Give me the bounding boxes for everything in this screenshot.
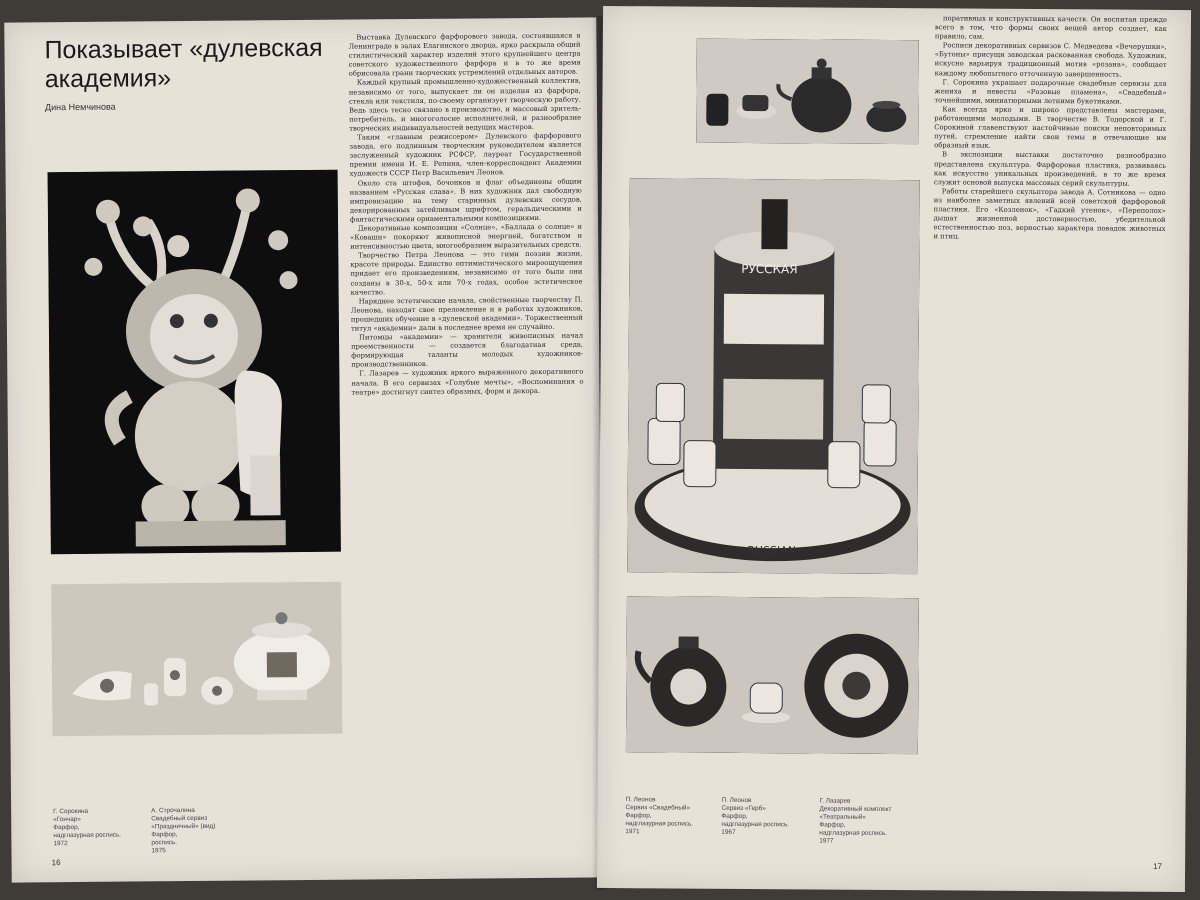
- article-title: Показывает «дулевская академия»: [44, 33, 323, 94]
- svg-text:РУССКАЯ: РУССКАЯ: [741, 261, 798, 277]
- tea-service-illustration: [51, 582, 342, 737]
- right-page: [597, 6, 1191, 892]
- svg-text:RUSSIAN: RUSSIAN: [747, 543, 797, 558]
- lazarev-teapot-photo: [626, 596, 919, 754]
- paragraph: Таким «главным режиссером» Дулевского фарфорового завода, его подлинным творческим руководителем является заслуженный художник РСФСР, лауреат Государственной премии имени И. Е. Репина, член-корреспондент Академии художеств СССР Петр Васильевич Леонов.: [349, 131, 582, 178]
- paragraph: Выставка Дулевского фарфорового завода, состоявшаяся в Ленинграде в залах Елагинского дворца, ярко раскрыла общий стилистический характер изделий этого крупнейшего центра советского художественного фарфора и в то же время обрисовала грани творческих устремлений отдельных авторов.: [348, 31, 581, 78]
- paragraph: Декоративные композиции «Солнце», «Баллада о солнце» и «Коваши» покоряют живописной энергией, богатством и интенсивностью цвета, многообразием выразительных средств.: [350, 222, 583, 251]
- paragraph: Каждый крупный промышленно-художественный коллектив, независимо от того, выпускает ли он изделия из фарфора, стекла или текстиля, по-своему организует творческую работу. Ведь здесь тесно связано в производство, и массовый зритель-потребитель, и многоголосие исполнителей, и разнообразие творческих индивидуальностей ведущих мастеров.: [348, 77, 582, 133]
- flask-set-illustration: [627, 178, 920, 574]
- caption-lazarev: Г. Лазарев Декоративный комплект «Театральный» Фарфор, надглазурная роспись. 1977: [819, 797, 892, 845]
- caption-leonov-2: П. Леонов Сервиз «Герб» Фарфор, надглазурная роспись. 1967: [721, 796, 790, 836]
- page-number-left: 16: [51, 858, 61, 868]
- paragraph: Около ста штофов, бочонков и флаг объединены общим названием «Русская слава». В них художник дал свободную импровизацию на тему старинных дулевских сосудов, декорированных затейливым шрифтом, геральдическими и фантастическими орнаментальными композициями.: [349, 177, 582, 224]
- left-text-column: [348, 32, 587, 854]
- small-service-illustration: [696, 39, 919, 145]
- left-page: [4, 17, 603, 882]
- tea-service-photo: [51, 582, 342, 737]
- caption-leonov-1: П. Леонов Сервиз «Свадебный» Фарфор, надглазурная роспись. 1971: [625, 796, 694, 836]
- paragraph: Работы старейшего скульптора завода А. Сотникова — одно из наиболее заметных явлений всей советской фарфоровой пластики. Его «Козленок», «Гадкий утенок», «Переполох» дышат жизненной достоверностью, убедительной естественностью поз, верностью характера повадок животных и птиц.: [933, 187, 1166, 241]
- paragraph: Г. Лазарев — художник яркого выраженного декоративного начала. В его сервизах «Голубые мечты», «Воспоминания о театре» достигнут синтез образных, форм и декора.: [351, 368, 584, 397]
- paragraph: Питомцы «академии» — хранители живописных начал преемственности — создается благодатная среда, формирующая таланты молодых художников-производственников.: [351, 331, 584, 369]
- caption-sorokina: Г. Сорокина «Гончар» Фарфор, надглазурная роспись. 1972: [53, 807, 122, 848]
- leonov-small-service-photo: [696, 39, 919, 145]
- page-number-right: 17: [1153, 861, 1163, 871]
- caption-strochalina: А. Строчалина Свадебный сервиз «Праздничный» (вид) Фарфор, роспись. 1975: [151, 806, 216, 855]
- paragraph: Росписи декоративных сервизов С. Медведева «Вечерушки», «Бутоны» присущи заводская раскованная свобода. Художник, искусно варьируя традиционный мотив «розана», сообщает каждому любопытного отточенную завершенность.: [934, 41, 1167, 79]
- paragraph: Творчество Петра Леонова — это гимн поэзии жизни, красоте природы. Единство оптимистического мироощущения придает его произведениям, независимо от того были они созданы в 30-х, 50-х или 70-х годах, особое эстетическое качество.: [350, 249, 583, 297]
- paragraph: Наряднее эстетические начала, свойственные творчеству П. Леонова, находят свое преломление и в работах художников, прошедших обучение в «дулевской академии». Торжественный титул «академии» дали в последнее время не случайно.: [350, 295, 583, 333]
- paragraph: Г. Сорокина украшает подарочные свадебные сервизы для жениха и невесты «Розовые пламена», «Свадебный» точнейшими, миниатюрными летними букетиками.: [934, 77, 1167, 106]
- paragraph: Как всегда ярко и широко представлены мастерами, работающими молодыми. В творчестве В. Тодорской и Г. Сорокиной главенствуют настойчивые поиски неповторимых путей, стремление найти свои темы и отвечающие им образный язык.: [934, 105, 1167, 150]
- teapot-illustration: [626, 596, 919, 754]
- sculpture-illustration: [48, 170, 341, 555]
- article-author: Дина Немчинова: [44, 101, 116, 113]
- russian-flask-set-photo: [627, 178, 920, 574]
- figure-sculpture-photo: [48, 170, 341, 555]
- paragraph: поративных и конструктивных качеств. Он воспитан прежде всего в том, что формы своих вещей автор создает, как правило, сам.: [934, 14, 1168, 41]
- paragraph: В экспозиции выставки достаточно разнообразно представлена скульптура. Фарфоровая пластика, развиваясь как искусство уникальных произведений, в то же время служит основой выпуска массовых серий скульптуры.: [933, 150, 1167, 188]
- right-text-column: [929, 14, 1167, 856]
